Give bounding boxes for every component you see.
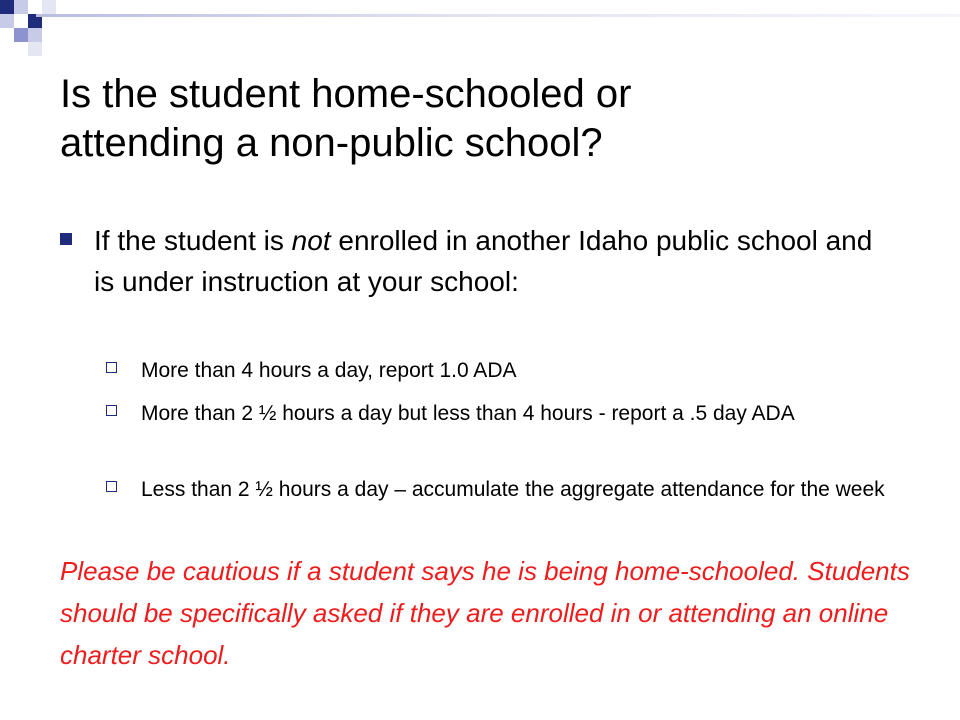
sub-bullet-3 xyxy=(106,475,906,505)
warning-note: Please be cautious if a student says he is being home-schooled. Students should be specifically asked if they are enrolled in or attending an online charter school. xyxy=(60,556,910,670)
slide-title xyxy=(60,70,920,168)
title-line-2: attending a non-public school? xyxy=(60,121,603,165)
hollow-square-bullet-icon xyxy=(106,405,117,416)
corner-decoration xyxy=(0,0,80,60)
main-bullet-emphasis: not xyxy=(291,225,331,256)
sub-bullet-text: Less than 2 ½ hours a day – accumulate the aggregate attendance for the week xyxy=(141,478,885,501)
sub-bullet-2 xyxy=(106,399,906,429)
main-bullet-part2: enrolled in another Idaho public school and is under instruction at your school: xyxy=(94,225,873,297)
sub-bullet-text: More than 2 ½ hours a day but less than 4 hours - report a .5 day ADA xyxy=(141,402,795,425)
sub-bullet-1 xyxy=(106,356,906,386)
main-bullet xyxy=(60,220,880,302)
hollow-square-bullet-icon xyxy=(106,362,117,373)
main-bullet-text xyxy=(94,220,880,302)
title-line-1: Is the student home-schooled or xyxy=(60,72,632,116)
header-rule xyxy=(36,14,960,17)
hollow-square-bullet-icon xyxy=(106,481,117,492)
main-bullet-part1: If the student is xyxy=(94,225,292,256)
square-bullet-icon xyxy=(60,233,72,245)
sub-bullet-text: More than 4 hours a day, report 1.0 ADA xyxy=(141,359,517,382)
